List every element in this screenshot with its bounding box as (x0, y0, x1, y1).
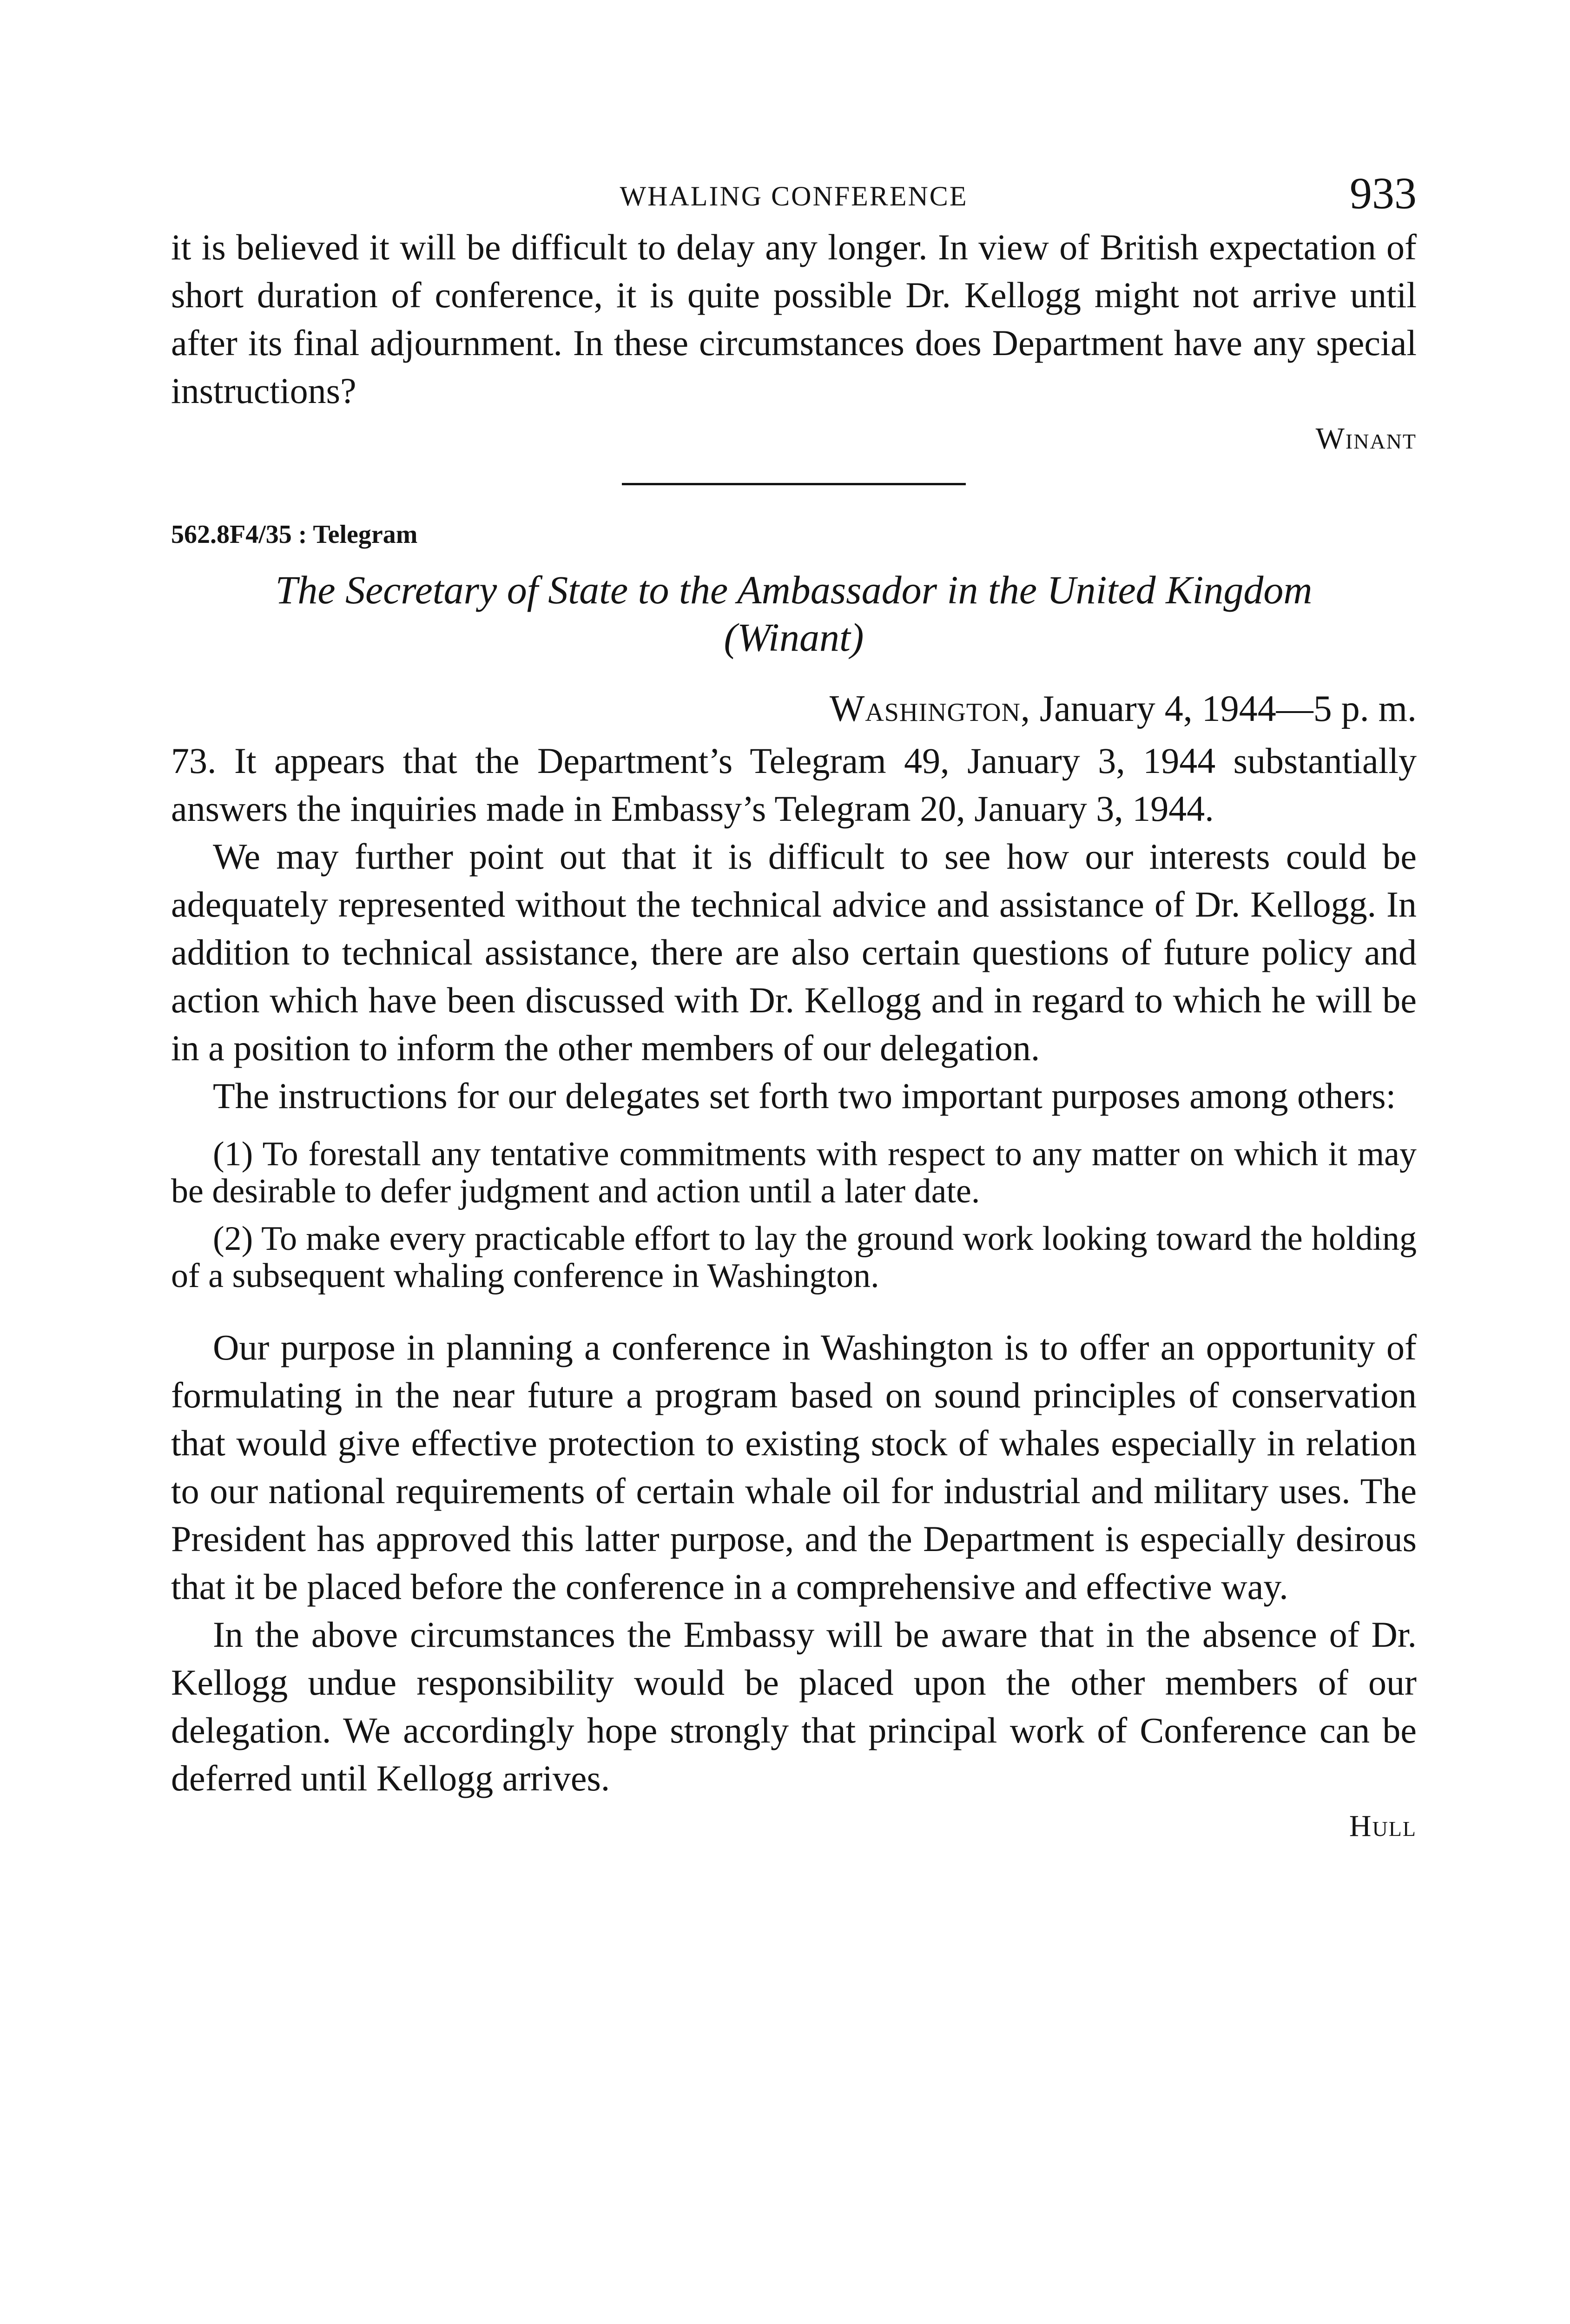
dateline-date: January 4, 1944—5 p. m. (1039, 688, 1417, 729)
document-heading (171, 566, 1417, 661)
body-paragraph: We may further point out that it is difficult to see how our interests could be adequately represented without the technical advice and assistance of Dr. Kellogg. In addition to technical assistance, there are also certain questions of future policy and action which have been discussed with Dr. Kellogg and in regard to which he will be in a position to inform the other members of our delegation. (171, 836, 1417, 1068)
dateline (171, 685, 1417, 733)
dateline-place: Washington, (829, 688, 1030, 729)
running-head-title: WHALING CONFERENCE (620, 181, 968, 211)
running-head (171, 167, 1417, 223)
body-paragraph: Our purpose in planning a conference in Washington is to offer an opportunity of formulating in the near future a program based on sound principles of conservation that would give effective protection to existing stock of whales especially in relation to our national requirements of certain whale oil for industrial and military uses. The President has approved this latter purpose, and the Department is especially desirous that it be placed before the conference in a comprehensive and effective way. (171, 1327, 1417, 1607)
continuation-signature: Winant (1315, 422, 1417, 456)
heading-line-1: The Secretary of State to the Ambassador in the United Kingdom (275, 568, 1313, 612)
body-paragraph: The instructions for our delegates set forth two important purposes among others: (213, 1076, 1396, 1116)
heading-line-2: (Winant) (724, 615, 864, 660)
spacer (171, 1305, 1417, 1323)
page-number: 933 (1350, 168, 1417, 218)
continuation-paragraph: it is believed it will be difficult to delay any longer. In view of British expectation of short duration of conference, it is quite possible Dr. Kellogg might not arrive until after its final adjournment. In these circumstances does Department have any special instructions? (171, 227, 1417, 411)
quoted-instructions (171, 1136, 1417, 1294)
document-page (171, 167, 1417, 1850)
file-reference: 562.8F4/35 : Telegram (171, 520, 418, 549)
body-paragraph: In the above circumstances the Embassy will be aware that in the absence of Dr. Kellogg undue responsibility would be placed upon the other members of our delegation. We accordingly hope strongly that principal work of Conference can be deferred until Kellogg arrives. (171, 1614, 1417, 1798)
instruction-item: (1) To forestall any tentative commitments with respect to any matter on which it may be desirable to defer judgment and action until a later date. (171, 1135, 1417, 1210)
closing-signature: Hull (1349, 1809, 1417, 1843)
body-paragraph: 73. It appears that the Department’s Telegram 49, January 3, 1944 substantially answers the inquiries made in Embassy’s Telegram 20, January 3, 1944. (171, 740, 1417, 829)
instruction-item: (2) To make every practicable effort to lay the ground work looking toward the holding of a subsequent whaling conference in Washington. (171, 1220, 1417, 1295)
section-divider (622, 483, 966, 485)
